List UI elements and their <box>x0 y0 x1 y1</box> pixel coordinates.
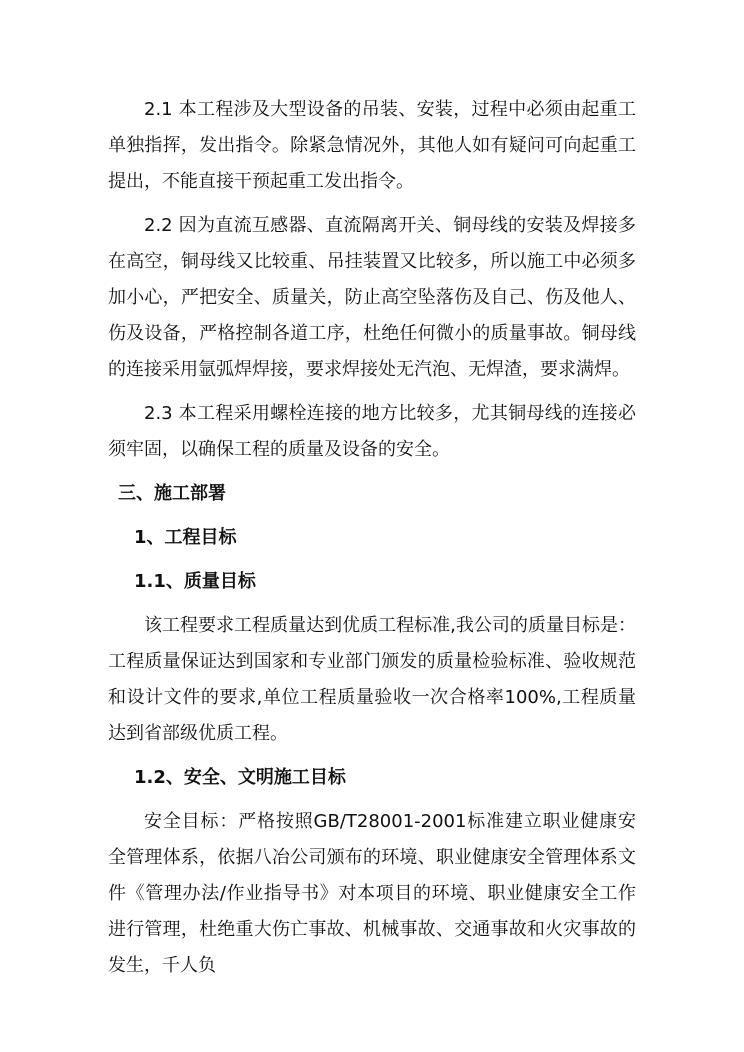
paragraph-quality-goals: 该工程要求工程质量达到优质工程标准,我公司的质量目标是：工程质量保证达到国家和专业部门颁发的质量检验标准、验收规范和设计文件的要求,单位工程质量验收一次合格率100%,工程质量达到省部级优质工程。 <box>108 615 636 744</box>
heading-section-3: 三、施工部署 <box>118 483 226 504</box>
heading-1-project-goals: 1、工程目标 <box>134 527 237 548</box>
paragraph-safety-goals: 安全目标：严格按照GB/T28001-2001标准建立职业健康安全管理体系，依据八冶公司颁布的环境、职业健康安全管理体系文件《管理办法/作业指导书》对本项目的环境、职业健康安全工作进行管理，杜绝重大伤亡事故、机械事故、交通事故和火灾事故的发生，千人负 <box>108 811 636 976</box>
paragraph-2-2: 2.2 因为直流互感器、直流隔离开关、铜母线的安装及焊接多在高空，铜母线又比较重、吊挂装置又比较多，所以施工中必须多加小心，严把安全、质量关，防止高空坠落伤及自己、伤及他人、伤及设备，严格控制各道工序，杜绝任何微小的质量事故。铜母线的连接采用氩弧焊焊接，要求焊接处无汽泡、无焊渣，要求满焊。 <box>108 215 636 380</box>
heading-1-2-safety-goals: 1.2、安全、文明施工目标 <box>134 767 346 788</box>
paragraph-2-3: 2.3 本工程采用螺栓连接的地方比较多，尤其铜母线的连接必须牢固，以确保工程的质量及设备的安全。 <box>108 403 636 460</box>
paragraph-2-1: 2.1 本工程涉及大型设备的吊装、安装，过程中必须由起重工单独指挥，发出指令。除紧急情况外，其他人如有疑问可向起重工提出，不能直接干预起重工发出指令。 <box>108 99 636 192</box>
heading-1-1-quality-goals: 1.1、质量目标 <box>134 571 256 592</box>
